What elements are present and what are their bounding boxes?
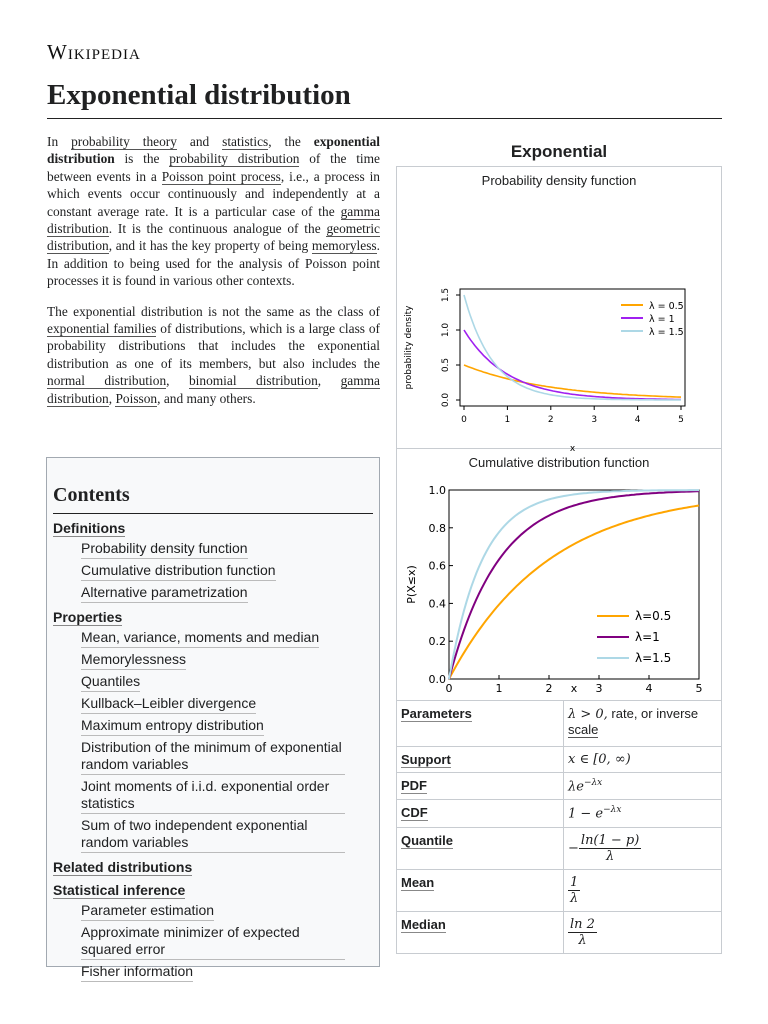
pdf-chart[interactable] [397,188,721,454]
properties-table [396,700,722,954]
link-geometric-distribution[interactable]: geometric distribution [47,221,380,254]
page-title: Exponential distribution [47,74,722,119]
toc-item-joint-moments[interactable]: Joint moments of i.i.d. exponential order statistics [53,778,373,814]
legend-label-2: λ=1.5 [635,651,672,665]
legend-label-0: λ = 0.5 [649,301,684,312]
mean-label[interactable]: Mean [401,874,435,890]
cdf-panel [396,448,722,700]
x-tick-label: 4 [645,682,653,695]
series-line-0 [464,365,681,397]
row-median [397,911,722,953]
row-mean [397,869,722,911]
infobox-title: Exponential [510,142,608,161]
intro-paragraph-1: In probability theory and statistics, the exponential distribution is the probability distribution of the time between events in a Poisson point process, i.e., a process in which events occur continuously and independently at a constant average rate. It is a particular case of the gamma distribution. It is the continuous analogue of the geometric distribution, and it has the key property of being memoryless. In addition to being used for the analysis of Poisson point processes it is found in various other contexts. [47,134,380,289]
x-tick-label: 3 [595,682,603,695]
link-gamma-distribution-2[interactable]: gamma distribution [47,373,380,406]
toc-item-cdf[interactable]: Cumulative distribution function [53,562,373,581]
row-pdf [397,773,722,800]
intro-paragraph-2: The exponential distribution is not the same as the class of exponential families of distributions, which is a large class of probability distributions that includes the exponential distribution as one of its members, but also includes the normal distribution, binomial distribution, gamma distribution, Poisson, and many others. [47,303,380,406]
y-tick-label: 0.2 [428,635,446,649]
table-of-contents [46,457,380,979]
row-support [397,747,722,773]
y-tick-label: 1.5 [441,287,451,303]
pdf-panel [396,166,722,454]
x-tick-label: 2 [545,682,553,695]
toc-item-approximate-minimizer[interactable]: Approximate minimizer of expected squared error [53,924,373,960]
link-probability-distribution[interactable]: probability distribution [169,151,300,167]
median-label[interactable]: Median [401,916,446,932]
toc-item-quantiles[interactable]: Quantiles [53,673,373,692]
link-probability-theory[interactable]: probability theory [71,134,177,149]
y-tick-label: 0.4 [428,597,446,611]
link-poisson-point-process[interactable]: Poisson point process [161,168,281,184]
row-parameters [397,701,722,747]
toc-item-minimum-of-exponentials[interactable]: Distribution of the minimum of exponential random variables [53,739,373,775]
wikipedia-wordmark[interactable]: Wikipedia [47,40,141,64]
x-axis-label: x [569,444,576,454]
x-tick-label: 5 [695,682,703,695]
toc-item-pdf[interactable]: Probability density function [53,540,373,559]
y-tick-label: 0.0 [441,392,451,408]
x-tick-label: 3 [591,415,598,425]
toc-list [53,520,373,982]
toc-item-alternative-parametrization[interactable]: Alternative parametrization [53,584,373,603]
link-memoryless[interactable]: memoryless [311,238,377,254]
y-tick-label: 0.0 [428,673,446,686]
parameters-value: λ > 0, rate, or inverse scale [564,701,722,747]
link-gamma-distribution[interactable]: gamma distribution [47,203,380,237]
legend-label-1: λ=1 [635,630,660,644]
toc-item-max-entropy[interactable]: Maximum entropy distribution [53,717,373,736]
infobox [396,135,722,954]
intro-text [47,133,380,420]
x-tick-label: 5 [678,415,684,425]
quantile-label[interactable]: Quantile [401,832,454,848]
median-value: $\frac{\ln 2}{\lambda}$ [564,911,722,953]
toc-item-mean-variance[interactable]: Mean, variance, moments and median [53,629,373,648]
pdf-value: $\lambda e^{-\lambda x}$ [564,773,722,800]
x-tick-label: 2 [547,415,554,425]
term-exponential-distribution: exponential distribution [47,134,380,167]
parameters-label[interactable]: Parameters [401,706,472,721]
y-tick-label: 0.6 [428,559,446,573]
cdf-value: $1 - e^{-\lambda x}$ [564,800,722,827]
toc-item-properties[interactable]: Properties [53,609,123,625]
link-statistics[interactable]: statistics [222,134,269,149]
y-axis-label: P(X≤x) [405,565,418,604]
legend-label-1: λ = 1 [649,314,675,325]
link-exponential-families[interactable]: exponential families [47,321,157,337]
row-cdf [397,800,722,827]
cdf-label[interactable]: CDF [401,805,428,821]
y-tick-label: 0.5 [441,357,451,373]
link-binomial-distribution[interactable]: binomial distribution [188,373,318,389]
mean-value: $\frac{1}{\lambda}$ [564,869,722,911]
toc-item-related-distributions[interactable]: Related distributions [53,859,193,875]
x-tick-label: 4 [634,415,641,425]
x-tick-label: 0 [445,682,453,695]
x-tick-label: 0 [461,415,467,425]
y-axis-label: probability density [404,305,414,390]
toc-item-parameter-estimation[interactable]: Parameter estimation [53,902,373,921]
pdf-label[interactable]: PDF [401,778,427,793]
toc-item-definitions[interactable]: Definitions [53,520,126,536]
y-tick-label: 1.0 [428,484,446,497]
legend-label-2: λ = 1.5 [649,327,684,338]
link-scale[interactable]: scale [568,722,599,737]
toc-item-kl-divergence[interactable]: Kullback–Leibler divergence [53,695,373,714]
row-quantile [397,827,722,869]
cdf-chart[interactable] [397,470,721,696]
x-tick-label: 1 [504,415,511,425]
cdf-caption: Cumulative distribution function [468,455,650,470]
legend-label-0: λ=0.5 [635,609,672,623]
pdf-caption: Probability density function [481,173,637,188]
link-normal-distribution[interactable]: normal distribution [47,373,167,389]
toc-item-sum-of-exponentials[interactable]: Sum of two independent exponential random variables [53,817,373,853]
support-label[interactable]: Support [401,752,451,767]
link-poisson[interactable]: Poisson [115,390,158,406]
support-value: x ∈ [0, ∞) [564,747,722,773]
quantile-value: − $\frac{\ln(1 - p)}{\lambda}$ [564,827,722,869]
y-tick-label: 0.8 [428,521,446,535]
toc-item-fisher-information[interactable]: Fisher information [53,963,373,982]
toc-title: Contents [53,484,373,514]
y-tick-label: 1.0 [441,322,451,338]
toc-item-memorylessness[interactable]: Memorylessness [53,651,373,670]
toc-item-statistical-inference[interactable]: Statistical inference [53,882,186,898]
x-tick-label: 1 [495,682,503,695]
x-axis-label: x [570,682,578,695]
